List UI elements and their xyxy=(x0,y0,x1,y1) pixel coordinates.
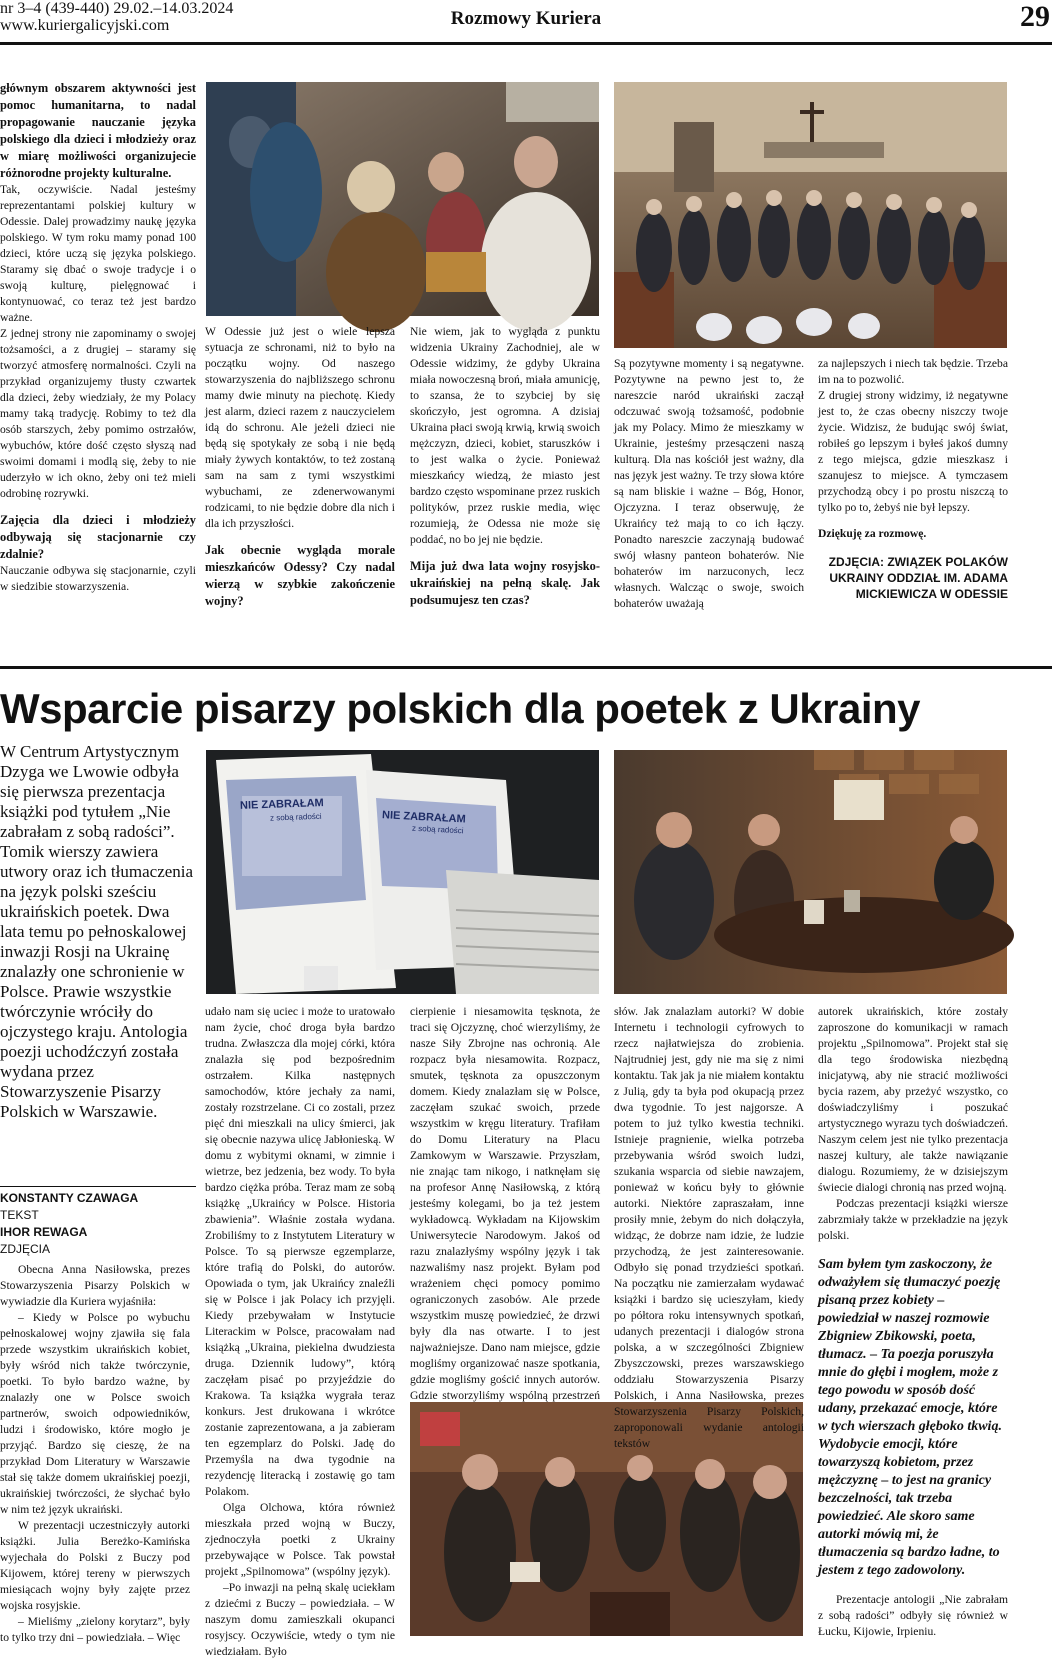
article-headline: Wsparcie pisarzy polskich dla poetek z Ukrainy xyxy=(0,685,921,732)
interview-question: Mija już dwa lata wojny rosyjsko-ukraińskiej na pełną skalę. Jak podsumujesz ten czas? xyxy=(410,559,600,607)
article-column-3 xyxy=(410,1004,600,1404)
paragraph: Nie wiem, jak to wygląda z punktu widzenia Ukrainy Zachodniej, ale w Odessie widzimy, że gdyby Ukraina miała nowoczesną broń, miała amunicję, to szansa, że to szybciej by się skończyło, jest ogromna. A dzisiaj Ukraina płaci swoją krwią, krwią swoich mężczyzn, dzieci, kobiet, staruszków i to jest walka o życie. Ponieważ mieszkańcy wiedzą, że miasto jest bardzo często wspominane przez ruskich polityków, przez ruskie media, więc rozumieją, że Odessa nie może się poddać, no bo jej nie będzie. xyxy=(410,325,600,546)
article-column-1 xyxy=(0,1262,190,1644)
paragraph: –Po inwazji na pełną skalę uciekłam z dziećmi z Buczy – powiedziała. – W naszym domu zamieszkali okupanci rosyjscy. Oczywiście, wtedy o tym nie wiedziałam. Było xyxy=(205,1581,395,1658)
paragraph: udało nam się uciec i może to uratowało nam życie, choć droga była bardzo trudna. Zwłaszcza dla mojej córki, która znalazła się pod bezpośrednim ostrzałem. Kilka następnych samochodów, które jechały za nami, zostały rozstrzelane. Ci co zostali, przez pięć dni mieszkali na ulicy śmierci, jak się obecnie nazywa ulicę Jabłonieską. W domu z wybitymi oknami, w zimnie i wietrze, bez jedzenia, bez wody. To była bardzo ciężka próba. Teraz mam ze sobą książkę „Ukraińcy w Polsce. Historia zbawienia”. Właśnie została wydana. Zrobiliśmy to z Instytutem Literatury w Polsce. To są pierwsze egzemplarze, które trafią do Polski, do autorów. Opowiada o tym, jak Ukraińcy znaleźli się w Polsce i jak Polacy ich przyjęli. Kiedy przebywałam w Instytucie Literackim w Polsce, pracowałam nad książką „Ukraina, piekielna dwudziesta druga. Dziennik ludowy”, którą zaczęłam pisać po przyjeździe do Krakowa. Ta książka wygrała teraz konkurs. Jest drukowana i wkrótce zostanie zaprezentowana, a ja zabieram ten egzemplarz do Polski. Jadę do Przemyśla na dwa tygodnie na rezydencję literacką i zostawię go tam Polakom. xyxy=(205,1005,395,1498)
photo-book-stack xyxy=(206,750,599,994)
section-title: Rozmowy Kuriera xyxy=(450,8,602,29)
interview-column-5 xyxy=(818,356,1008,648)
article-column-4 xyxy=(614,1004,804,1450)
header-rule xyxy=(0,42,1052,45)
author-role: TEKST xyxy=(0,1208,39,1222)
interview-thanks: Dziękuję za rozmowę. xyxy=(818,527,927,540)
issue-number: nr 3–4 (439-440) 29.02.–14.03.2024 xyxy=(0,0,234,17)
paragraph: Podczas prezentacji książki wiersze zabrzmiały także w przekładzie na język polski. xyxy=(818,1197,1008,1242)
paragraph: Z jednej strony nie zapominamy o swojej tożsamości, a z drugiej – staramy się tworzyć atmosferę normalności. Czyli na przykład organizujemy tłusty czwartek dla dzieci, żeby wiedziały, że my Polacy mamy taką tradycję. Robimy to też dla osób starszych, żeby pomimo ostrzałów, wybuchów, które dość często słyszą nad swoimi domami i modlą się, żeby to nie uderzyło w ich okno, żeby oni też mieli odrobinę rozrywki. xyxy=(0,327,196,500)
website-url[interactable]: www.kuriergalicyjski.com xyxy=(0,17,170,34)
photographer-role: ZDJĘCIA xyxy=(0,1242,51,1256)
author-name: KONSTANTY CZAWAGA xyxy=(0,1191,139,1205)
article-credits xyxy=(0,1190,196,1258)
photographer-name: IHOR REWAGA xyxy=(0,1225,88,1239)
photo-odessa-children xyxy=(206,82,599,316)
paragraph: Tak, oczywiście. Nadal jesteśmy reprezentantami polskiej kultury w Odessie. Dalej prowadzimy naukę języka polskiego. W tym roku mamy ponad 100 dzieci, które uczą się języka polskiego. Staramy się dbać o swoje tradycje i o swoją kulturę, pielęgnować i kontynuować, co teraz też jest bardzo ważne. xyxy=(0,183,196,324)
paragraph: W Odessie już jest o wiele lepsza sytuacja ze schronami, niż to było na początku wojny. Od naszego stowarzyszenia do najbliższego schronu mamy dwie minuty na piechotę. Kiedy jest alarm, dzieci razem z nauczycielem idą do schronu. Ale jeżeli dzieci nie będą się spotykały ze sobą i nie będą miały żywych kontaktów, to też zostaną sam na sam z tymi wszystkimi wybuchami, ze zdenerwowanymi rodzicami, to nie będzie dobre dla nich i dla ich przyszłości. xyxy=(205,325,395,530)
paragraph: Nauczanie odbywa się stacjonarnie, czyli w siedzibie stowarzyszenia. xyxy=(0,564,196,593)
book-cover-title: NIE ZABRAŁAM xyxy=(239,797,324,812)
paragraph: W prezentacji uczestniczyły autorki książki. Julia Bereżko-Kamińska wyjechała do Polski z Buczy pod Kijowem, której tereny w pierwszych miesiącach wojny były zajęte przez wojska rosyjskie. xyxy=(0,1519,190,1612)
paragraph: – Kiedy w Polsce po wybuchu pełnoskalowej wojny zjawiła się fala przede wszystkim ukraińskich kobiet, były wśród nich także twórczynie, poetki. To było bardzo ważne, by znalazły one w Polsce swoich partnerów, swoich odpowiedników, ludzi i środowisko, które mogło je przyjąć. Bardzo się cieszę, że na przykład Dom Literatury w Warszawie stał się także domem ukraińskiej poezji, ukraińskiej twórczości, że słychać było w nim też język ukraiński. xyxy=(0,1311,190,1516)
pull-quote: Sam byłem tym zaskoczony, że odważyłem się tłumaczyć poezję pisaną przez kobiety – powiedział w naszej rozmowie Zbigniew Zbikowski, poeta, tłumacz. – Ta poezja poruszyła mnie do głębi i mogłem, może z tego powodu w sposób dość udany, przekazać emocje, które w tych wierszach głęboko tkwią. Wydobycie emocji, które towarzyszą kobietom, przez mężczyznę – to jest na granicy bezczelności, tak trzeba powiedzieć. Ale skoro same autorki mówią mi, że tłumaczenia są bardzo ładne, to jestem z tego zadowolony. xyxy=(818,1257,1002,1578)
interview-column-3 xyxy=(410,324,600,648)
paragraph: Z drugiej strony widzimy, iż negatywne jest to, że czas obecny niszczy twoje życie. Widzisz, że budując swój świat, robiłeś go lepszym i byłeś jakoś dumny z tego miejsca, gdzie mieszkasz i szanujesz to miejsce. A tymczasem przychodzą obcy i po prostu niszczą to tylko po to, żebyś nie był lepszy. xyxy=(818,389,1008,514)
paragraph: Obecna Anna Nasiłowska, prezes Stowarzyszenia Pisarzy Polskich w wywiadzie dla Kuriera wyjaśniła: xyxy=(0,1263,190,1308)
section-divider xyxy=(0,666,1052,669)
book-cover-title: NIE ZABRAŁAM xyxy=(381,809,466,826)
photo-church-group xyxy=(614,82,1007,348)
intro-divider xyxy=(0,1186,196,1187)
article-column-5 xyxy=(818,1004,1008,1636)
paragraph: Olga Olchowa, która również mieszkała przed wojną w Buczy, zjednoczyła poetki z Ukrainy przebywające w Polsce. Tak powstał projekt „Spilnomowa” (wspólny język). xyxy=(205,1501,395,1578)
paragraph: autorek ukraińskich, które zostały zaproszone do komunikacji w ramach projektu „Spilnomowa”. Projekt stał się dla tego środowiska niezbędną inicjatywą, aby nie stracić możliwości bycia razem, aby przeżyć wszystko, co doświadczyliśmy i poszukać artystycznego wyrazu tych doświadczeń. Naszym celem jest nie tylko prezentacja naszej kultury, ale także nawiązanie dialogu. Rozumiemy, że w dzisiejszym świecie dialogi chronią nas przed wojną. xyxy=(818,1005,1008,1194)
interview-question: Zajęcia dla dzieci i młodzieży odbywają się stacjonarnie czy zdalnie? xyxy=(0,513,196,561)
paragraph: – Mieliśmy „zielony korytarz”, były to tylko trzy dni – powiedziała. – Więc xyxy=(0,1615,190,1644)
paragraph: Prezentacje antologii „Nie zabrałam z sobą radości” odbyły się również w Łucku, Kijowie, Irpieniu. xyxy=(818,1593,1008,1638)
interview-column-4 xyxy=(614,356,804,648)
interview-column-2 xyxy=(205,324,395,648)
interview-question: Jak obecnie wygląda morale mieszkańców Odessy? Czy nadal wierzą w szybkie zakończenie wojny? xyxy=(205,543,395,608)
article-intro: W Centrum Artystycznym Dzyga we Lwowie odbyła się pierwsza prezentacja książki pod tytułem „Nie zabrałam z sobą radości”. Tomik wierszy zawiera utwory oraz ich tłumaczenia na język polski sześciu ukraińskich poetek. Dwa lata temu po pełnoskalowej inwazji Rosji na Ukrainę znalazły one schronienie w Polsce. Prawie wszystkie twórczynie wróciły do ojczystego kraju. Antologia poezji uchodźczyń została wydana przez Stowarzyszenie Pisarzy Polskich w Warszawie. xyxy=(0,742,194,1121)
paragraph: za najlepszych i niech tak będzie. Trzeba im na to pozwolić. xyxy=(818,357,1008,386)
photo-book-presentation xyxy=(614,750,1007,994)
paragraph: Są pozytywne momenty i są negatywne. Pozytywne na pewno jest to, że nareszcie naród ukraiński zaczął odczuwać swoją tożsamość, podobnie jak my Polacy. Mimo że mieszkamy w Ukrainie, jesteśmy przesączeni naszą kulturą. Dla nas kościół jest ważny, dla nas język jest ważny. Te trzy słowa które są nam bliskie i ważne – Bóg, Honor, Ojczyzna. I teraz obserwuję, że Ukraińcy też mają to co ich łączy. Ponadto nareszcie zaczynają budować swój własny panteon bohaterów. Nie bohaterów im narzuconych, lecz własnych. Walcząc o swoje, swoich bohaterów uważają xyxy=(614,357,804,610)
paragraph: słów. Jak znalazłam autorki? W dobie Internetu i technologii cyfrowych to rzecz najłatwiejsza do zrobienia. Najtrudniej jest, gdy nie ma się z nimi kontaktu. Tak jak ja nie miałem kontaktu z Julią, gdy ta była pod okupacją przez dwa tygodnie. To jest najgorsze. A potem to już tylko kwestia techniki. Istnieje pragnienie, wielka potrzeba przebywania wśród swoich ludzi, szukania wsparcia od siebie nawzajem, ponieważ w końcu były to głównie autorki. Niektóre zapraszałam, inne prosiły mnie, żebym do nich dołączyła, widząc, że dobrze nam idzie, że ludzie przychodzą, że jest zainteresowanie. Odbyło się ponad trzydzieści spotkań. Na początku nie zamierzałam wydawać książki i bardzo się ucieszyłam, kiedy po półtora roku intensywnych spotkań, udanych prezentacji i dialogów strona polska, a w szczególności Zbigniew Zbyszczowski, prezes warszawskiego oddziału Stowarzyszenia Pisarzy Polskich, i Anna Nasiłowska, prezes Stowarzyszenia Pisarzy Polskich, zaproponowali wydanie antologii tekstów xyxy=(614,1005,804,1450)
interview-lead-question: głównym obszarem aktywności jest pomoc humanitarna, to nadal propagowanie nauczanie języka polskiego dla dzieci i młodzieży oraz w miarę możliwości organizujecie różnorodne projekty kulturalne. xyxy=(0,81,196,180)
book-cover-subtitle: z sobą radości xyxy=(411,823,464,836)
page-number: 29 xyxy=(1020,0,1050,33)
article-column-2 xyxy=(205,1004,395,1658)
book-cover-subtitle: z sobą radości xyxy=(269,811,322,823)
interview-column-1 xyxy=(0,80,196,648)
paragraph: cierpienie i niesamowita tęsknota, że traci się Ojczyznę, choć wierzyliśmy, że nasze Siły Zbrojne nas ochronią. Ale rozpacz była niesamowita. Rozpacz, smutek, tęsknota za opuszczonym domem. Kiedy znalazłam się w Polsce, zaczęłam szukać swoich, przede wszystkim w kręgu literatury. Trafiłam do Domu Literatury na Placu Zamkowym w Warszawie. Przyszłam, nie znając tam nikogo, i natknęłam się na profesor Annę Nasiłowską, z którą jesteśmy kolegami, bo ja też jestem wykładowcą. Wykładam na Kijowskim Uniwersytecie Narodowym. Jakoś od razu znalazłyśmy wspólny język i tak nazwaliśmy nasz projekt. Byłam pod wrażeniem chęci pomocy pomimo ograniczonych zasobów. Ale przede wszystkim muszę powiedzieć, że drzwi były dla nas otwarte. I to jest najważniejsze. Dano nam miejsce, gdzie mogliśmy organizować nasze spotkania, gdzie mogliśmy gościć innych autorów. Gdzie stworzyliśmy wspólną przestrzeń xyxy=(410,1005,600,1402)
photo-credit: ZDJĘCIA: ZWIĄZEK POLAKÓW UKRAINY ODDZIAŁ IM. ADAMA MICKIEWICZA W ODESSIE xyxy=(828,555,1008,601)
